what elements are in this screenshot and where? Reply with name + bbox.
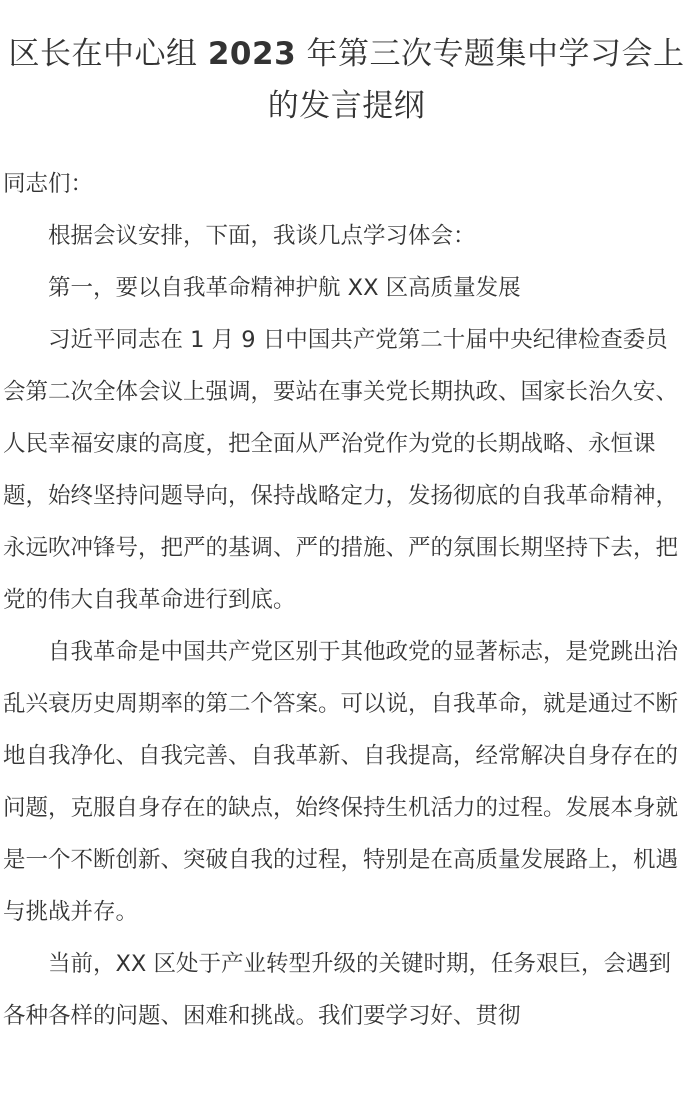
salutation: 同志们： [3, 171, 94, 197]
title-year: 2023 [207, 36, 297, 72]
document-body [0, 158, 693, 1042]
paragraph-intro: 根据会议安排，下面，我谈几点学习体会： [48, 223, 476, 249]
document-title [0, 0, 693, 132]
title-part-2: 年第三次专题集中学习会上的发言提纲 [267, 36, 685, 124]
title-part-1: 区长在中心组 [8, 36, 208, 72]
paragraph-2: 自我革命是中国共产党区别于其他政党的显著标志，是党跳出治乱兴衰历史周期率的第二个答案。可以说，自我革命，就是通过不断地自我净化、自我完善、自我革新、自我提高，经常解决自身存在的问题，克服自身存在的缺点，始终保持生机活力的过程。发展本身就是一个不断创新、突破自我的过程，特别是在高质量发展路上，机遇与挑战并存。 [3, 639, 679, 925]
section-heading-1: 第一，要以自我革命精神护航 XX 区高质量发展 [48, 275, 521, 301]
paragraph-1: 习近平同志在 1 月 9 日中国共产党第二十届中央纪律检查委员会第二次全体会议上强调，要站在事关党长期执政、国家长治久安、人民幸福安康的高度，把全面从严治党作为党的长期战略、永恒课题，始终坚持问题导向，保持战略定力，发扬彻底的自我革命精神，永远吹冲锋号，把严的基调、严的措施、严的氛围长期坚持下去，把党的伟大自我革命进行到底。 [3, 327, 679, 613]
paragraph-3: 当前，XX 区处于产业转型升级的关键时期，任务艰巨，会遇到各种各样的问题、困难和挑战。我们要学习好、贯彻 [3, 951, 671, 1029]
